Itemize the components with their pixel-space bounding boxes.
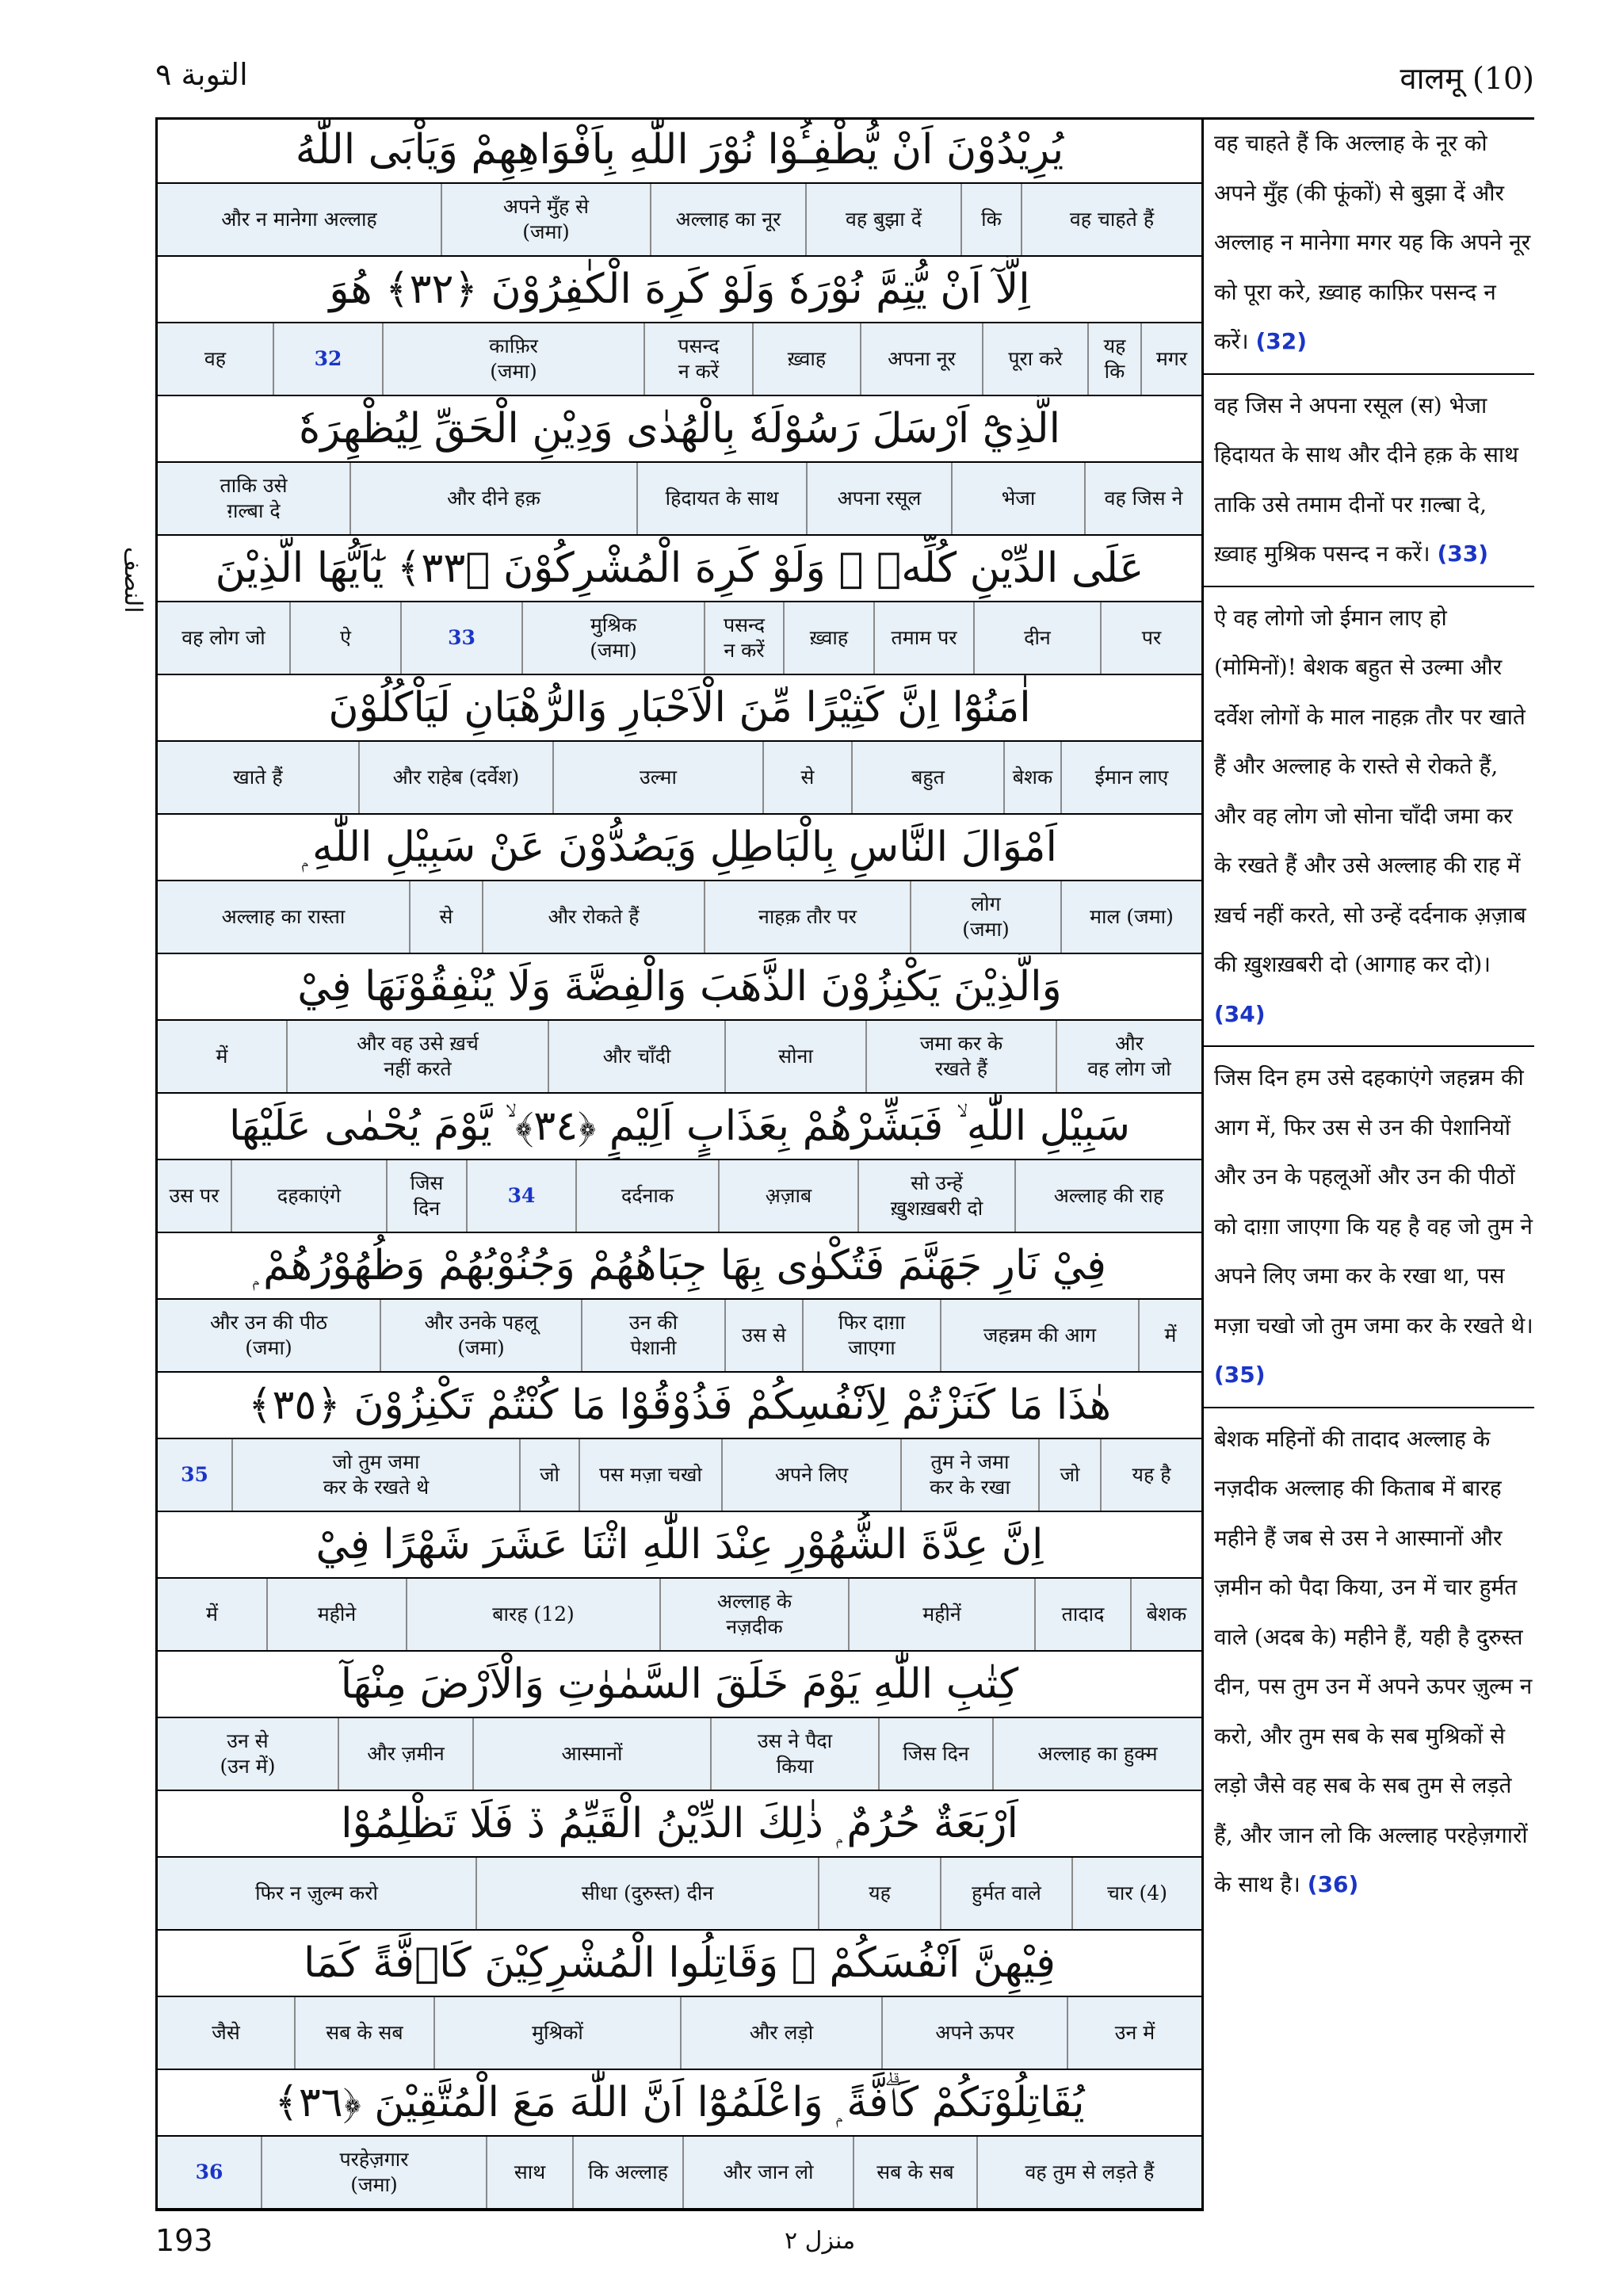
word-meaning-cell: उन में	[1067, 1997, 1201, 2069]
translation-paragraph	[1214, 119, 1534, 373]
word-meaning-cell: उस ने पैदा किया	[710, 1718, 878, 1790]
word-meaning-cell: और न मानेगा अल्लाह	[221, 207, 377, 231]
column-divider	[1201, 117, 1204, 2211]
word-meaning-row	[158, 184, 1201, 257]
word-meaning-cell: महीने	[266, 1579, 406, 1650]
word-meaning-cell: अपने लिए	[721, 1439, 900, 1511]
word-meaning-cell: उस से	[724, 1300, 802, 1371]
word-meaning-row	[158, 1160, 1201, 1233]
translation-paragraph	[1214, 381, 1534, 586]
word-meaning-cell: ख़्वाह	[783, 602, 873, 674]
translation-verse-number: (36)	[1307, 1871, 1359, 1897]
word-meaning-cell: ख़्वाह	[752, 323, 860, 395]
arabic-line: كِتٰبِ اللّٰهِ يَوْمَ خَلَقَ السَّمٰوٰتِ وَالْاَرْضَ مِنْهَآ	[158, 1652, 1201, 1718]
word-meaning-row	[158, 1579, 1201, 1652]
word-meaning-cell: दीन	[973, 602, 1100, 674]
word-meaning-cell: जमा कर के रखते हैं	[865, 1021, 1056, 1092]
word-meaning-cell: चार (4)	[1071, 1858, 1201, 1929]
verse-number-cell: 34	[466, 1160, 575, 1232]
arabic-line: اَرْبَعَةٌ حُرُمٌ ۭ ذٰلِكَ الدِّيْنُ الْقَيِّمُ ڏ فَلَا تَظْلِمُوْا	[158, 1791, 1201, 1858]
word-meaning-cell: जो	[1038, 1439, 1100, 1511]
word-meaning-row	[158, 742, 1201, 815]
word-meaning-cell: और राहेब (दर्वेश)	[358, 742, 552, 813]
word-meaning-cell: अल्लाह का रास्ता	[221, 904, 346, 928]
word-meaning-row	[158, 323, 1201, 396]
word-meaning-cell: सोना	[724, 1021, 865, 1092]
word-meaning-cell: यह है	[1100, 1439, 1201, 1511]
word-meaning-cell: यह कि	[1087, 323, 1140, 395]
word-meaning-cell: जहन्नम की आग	[940, 1300, 1138, 1371]
word-meaning-cell: साथ	[486, 2137, 572, 2208]
translation-text: वह चाहते हैं कि अल्लाह के नूर को अपने मुँह (की फूंकों) से बुझा दें और अल्लाह न मानेगा मगर यह कि अपने नूर को पूरा करे, ख़्वाह काफ़िर पसन्द न करें।	[1214, 130, 1531, 354]
translation-column	[1214, 119, 1534, 1916]
word-meaning-cell: वह	[204, 346, 227, 370]
word-meaning-row	[158, 1021, 1201, 1094]
arabic-line: وَالَّذِيْنَ يَكْنِزُوْنَ الذَّهَبَ وَالْفِضَّةَ وَلَا يُنْفِقُوْنَهَا فِيْ	[158, 954, 1201, 1021]
word-meaning-cell: मुश्रिक (जमा)	[521, 602, 704, 674]
word-meaning-row	[158, 1997, 1201, 2070]
arabic-line: الَّذِيْٓ اَرْسَلَ رَسُوْلَهٗ بِالْهُدٰى وَدِيْنِ الْحَقِّ لِيُظْهِرَهٗ	[158, 396, 1201, 463]
word-meaning-cell: माल (जमा)	[1060, 881, 1201, 953]
word-meaning-cell: और उन की पीठ (जमा)	[209, 1310, 328, 1359]
translation-verse-number: (35)	[1214, 1362, 1266, 1388]
word-meaning-cell: उन से (उन में)	[220, 1729, 276, 1778]
translation-paragraph	[1214, 1415, 1534, 1916]
word-meaning-cell: अपने मुँह से (जमा)	[441, 184, 650, 255]
word-meaning-cell: जो तुम जमा कर के रखते थे	[231, 1439, 519, 1511]
translation-verse-number: (33)	[1437, 541, 1489, 567]
word-meaning-cell: मगर	[1140, 323, 1201, 395]
word-meaning-cell: और जान लो	[682, 2137, 853, 2208]
word-meaning-cell: और ज़मीन	[338, 1718, 472, 1790]
word-meaning-cell: नाहक़ तौर पर	[704, 881, 910, 953]
para-header: वालमू (10)	[1400, 61, 1534, 96]
word-meaning-cell: सीधा (दुरुस्त) दीन	[475, 1858, 818, 1929]
word-meaning-cell: काफ़िर (जमा)	[382, 323, 643, 395]
word-meaning-cell: अल्लाह का हुक्म	[992, 1718, 1201, 1790]
word-meaning-cell: पसन्द न करें	[643, 323, 752, 395]
translation-separator	[1201, 373, 1534, 375]
translation-verse-number: (32)	[1255, 328, 1308, 354]
word-meaning-cell: बेशक	[1003, 742, 1060, 813]
word-meaning-cell: और वह लोग जो	[1056, 1021, 1201, 1092]
word-meaning-cell: जैसे	[212, 2020, 240, 2044]
word-meaning-cell: मुश्रिकों	[433, 1997, 680, 2069]
word-meaning-cell: तुम ने जमा कर के रखा	[900, 1439, 1038, 1511]
verse-number-cell: 32	[273, 323, 382, 395]
word-meaning-cell: वह तुम से लड़ते हैं	[976, 2137, 1201, 2208]
word-meaning-cell: अल्लाह की राह	[1014, 1160, 1201, 1232]
translation-separator	[1201, 1045, 1534, 1047]
arabic-line: يُقَاتِلُوْنَكُمْ كَاۗفَّةً ۭ وَاعْلَمُوْٓا اَنَّ اللّٰهَ مَعَ الْمُتَّقِيْنَ ﴿٣٦﴾	[158, 2070, 1201, 2137]
word-meaning-row	[158, 2137, 1201, 2210]
arabic-line: اِلَّآ اَنْ يُّتِمَّ نُوْرَهٗ وَلَوْ كَرِهَ الْكٰفِرُوْنَ ﴿٣٢﴾ هُوَ	[158, 257, 1201, 323]
manzil-label: منزل ٢	[785, 2227, 856, 2255]
word-meaning-cell: से	[409, 881, 482, 953]
arabic-line: اٰمَنُوْٓا اِنَّ كَثِيْرًا مِّنَ الْاَحْبَارِ وَالرُّهْبَانِ لَيَاْكُلُوْنَ	[158, 675, 1201, 742]
word-meaning-cell: कि अल्लाह	[572, 2137, 682, 2208]
word-meaning-cell: परहेज़गार (जमा)	[261, 2137, 486, 2208]
translation-separator	[1201, 1407, 1534, 1408]
word-meaning-cell: महीनें	[848, 1579, 1034, 1650]
word-meaning-cell: अपने ऊपर	[881, 1997, 1067, 2069]
word-meaning-cell: जिस दिन	[878, 1718, 992, 1790]
word-meaning-cell: उन की पेशानी	[581, 1300, 724, 1371]
word-meaning-cell: ऐ	[289, 602, 400, 674]
word-meaning-cell: हुर्मत वाले	[940, 1858, 1071, 1929]
word-meaning-cell: तमाम पर	[873, 602, 973, 674]
word-meaning-cell: में	[1138, 1300, 1201, 1371]
word-meaning-cell: अल्लाह का नूर	[650, 184, 805, 255]
word-meaning-cell: पर	[1100, 602, 1201, 674]
word-meaning-cell: और वह उसे ख़र्च नहीं करते	[286, 1021, 548, 1092]
word-meaning-row	[158, 1300, 1201, 1373]
word-meaning-cell: अल्लाह के नज़दीक	[659, 1579, 848, 1650]
word-meaning-cell: ताकि उसे ग़ल्बा दे	[220, 473, 288, 522]
word-meaning-cell: कि	[960, 184, 1021, 255]
word-meaning-cell: वह लोग जो	[181, 625, 265, 649]
verse-number-cell: 33	[400, 602, 521, 674]
word-meaning-cell: से	[762, 742, 851, 813]
word-meaning-cell: जो	[519, 1439, 579, 1511]
translation-paragraph	[1214, 594, 1534, 1046]
word-meaning-cell: हिदायत के साथ	[636, 463, 806, 534]
word-meaning-cell: सब के सब	[853, 2137, 976, 2208]
arabic-line: يُرِيْدُوْنَ اَنْ يُّطْفِـُٔوْا نُوْرَ اللّٰهِ بِاَفْوَاهِهِمْ وَيَاْبَى اللّٰهُ	[158, 117, 1201, 184]
word-meaning-cell: पसन्द न करें	[704, 602, 783, 674]
word-meaning-cell: खाते हैं	[233, 765, 283, 789]
surah-header: التوبة ٩	[155, 57, 248, 92]
arabic-line: عَلَى الدِّيْنِ كُلِّهٖ ۙ وَلَوْ كَرِهَ الْمُشْرِكُوْنَ ﴿٣٣﴾ يٰٓاَيُّهَا الَّذِيْنَ	[158, 536, 1201, 602]
arabic-line: اَمْوَالَ النَّاسِ بِالْبَاطِلِ وَيَصُدُّوْنَ عَنْ سَبِيْلِ اللّٰهِ ۭ	[158, 815, 1201, 881]
word-meaning-cell: वह जिस ने	[1084, 463, 1201, 534]
word-meaning-cell: पस मज़ा चखो	[579, 1439, 721, 1511]
word-meaning-cell: और लड़ो	[680, 1997, 881, 2069]
word-meaning-cell: लोग (जमा)	[910, 881, 1060, 953]
word-meaning-cell: में	[216, 1044, 228, 1068]
page-number: 193	[155, 2223, 213, 2258]
word-meaning-row	[158, 463, 1201, 536]
word-meaning-row	[158, 1858, 1201, 1931]
translation-verse-number: (34)	[1214, 1000, 1266, 1027]
word-meaning-cell: बारह (12)	[406, 1579, 659, 1650]
word-meaning-cell: भेजा	[951, 463, 1084, 534]
word-meaning-cell: दर्दनाक	[575, 1160, 718, 1232]
arabic-line: سَبِيْلِ اللّٰهِ ۙ فَبَشِّرْهُمْ بِعَذَابٍ اَلِيْمٍ ﴿٣٤﴾ ۙ يَّوْمَ يُحْمٰى عَلَيْهَا	[158, 1094, 1201, 1160]
word-meaning-cell: अपना नूर	[860, 323, 982, 395]
word-meaning-cell: अपना रसूल	[806, 463, 951, 534]
translation-separator	[1201, 586, 1534, 587]
word-meaning-row	[158, 881, 1201, 954]
verse-number-cell: 36	[195, 2160, 223, 2183]
word-meaning-cell: वह बुझा दें	[805, 184, 960, 255]
word-meaning-cell: ईमान लाए	[1060, 742, 1201, 813]
word-meaning-cell: सब के सब	[294, 1997, 433, 2069]
word-meaning-cell: उस पर	[169, 1183, 220, 1207]
word-meaning-cell: वह चाहते हैं	[1021, 184, 1201, 255]
translation-text: ऐ वह लोगो जो ईमान लाए हो (मोमिनों)! बेशक बहुत से उल्मा और दर्वेश लोगों के माल नाहक़ तौर पर खाते हैं और अल्लाह के रास्ते से रोकते हैं, और वह लोग जो सोना चाँदी जमा कर के रखते हैं और उसे अल्लाह की राह में ख़र्च नहीं करते, सो उन्हें दर्दनाक अ़ज़ाब की ख़ुशख़बरी दो (आगाह कर दो)।	[1214, 604, 1526, 977]
word-meaning-row	[158, 1439, 1201, 1512]
translation-paragraph	[1214, 1053, 1534, 1407]
word-meaning-cell: यह	[818, 1858, 940, 1929]
word-meaning-cell: फिर दाग़ा जाएगा	[802, 1300, 940, 1371]
translation-text: बेशक महिनों की तादाद अल्लाह के नज़दीक अल्लाह की किताब में बारह महीने हैं जब से उस ने आस्मानों और ज़मीन को पैदा किया, उन में चार हुर्मत वाले (अदब के) महीने हैं, यही है दुरुस्त दीन, पस तुम उन में अपने ऊपर ज़ुल्म न करो, और तुम सब के सब मुश्रिकों से लड़ो जैसे वह सब के सब तुम से लड़ते हैं, और जान लो कि अल्लाह परहेज़गारों के साथ है।	[1214, 1425, 1533, 1897]
translation-text: जिस दिन हम उसे दहकाएंगे जहन्नम की आग में, फिर उस से उन की पेशानियों और उन के पहलूओं और उन की पीठों को दाग़ा जाएगा कि यह है वह जो तुम ने अपने लिए जमा कर के रखा था, पस मज़ा चखो जो तुम जमा कर के रखते थे।	[1214, 1064, 1533, 1339]
word-meaning-cell: तादाद	[1034, 1579, 1130, 1650]
word-meaning-cell: सो उन्हें ख़ुशख़बरी दो	[857, 1160, 1014, 1232]
translation-text: वह जिस ने अपना रसूल (स) भेजा हिदायत के साथ और दीने हक़ के साथ ताकि उसे तमाम दीनों पर ग़ल्बा दे, ख़्वाह मुश्रिक पसन्द न करें।	[1214, 392, 1519, 567]
margin-mark: النصف	[119, 547, 147, 613]
word-meaning-cell: और चाँदी	[548, 1021, 724, 1092]
word-meaning-row	[158, 602, 1201, 675]
arabic-line: هٰذَا مَا كَنَزْتُمْ لِاَنْفُسِكُمْ فَذُوْقُوْا مَا كُنْتُمْ تَكْنِزُوْنَ ﴿٣٥﴾	[158, 1373, 1201, 1439]
word-meaning-cell: में	[206, 1602, 218, 1626]
word-meaning-cell: पूरा करे	[982, 323, 1087, 395]
word-meaning-cell: आस्मानों	[472, 1718, 710, 1790]
word-meaning-cell: अ़ज़ाब	[718, 1160, 857, 1232]
word-by-word-grid	[155, 117, 1201, 2211]
verse-number-cell: 35	[181, 1462, 208, 1486]
word-meaning-cell: दहकाएंगे	[231, 1160, 386, 1232]
word-meaning-cell: बेशक	[1130, 1579, 1201, 1650]
word-meaning-cell: फिर न ज़ुल्म करो	[255, 1881, 378, 1904]
word-meaning-cell: जिस दिन	[386, 1160, 466, 1232]
word-meaning-cell: और उनके पहलू (जमा)	[380, 1300, 581, 1371]
word-meaning-row	[158, 1718, 1201, 1791]
word-meaning-cell: और रोकते हैं	[482, 881, 704, 953]
word-meaning-cell: और दीने हक़	[349, 463, 636, 534]
word-meaning-cell: बहुत	[851, 742, 1003, 813]
word-meaning-cell: उल्मा	[552, 742, 762, 813]
arabic-line: فِيْ نَارِ جَهَنَّمَ فَتُكْوٰى بِهَا جِبَاهُهُمْ وَجُنُوْبُهُمْ وَظُهُوْرُهُمْ ۭ	[158, 1233, 1201, 1300]
arabic-line: اِنَّ عِدَّةَ الشُّهُوْرِ عِنْدَ اللّٰهِ اثْنَا عَشَرَ شَهْرًا فِيْ	[158, 1512, 1201, 1579]
arabic-line: فِيْهِنَّ اَنْفُسَكُمْ ۣ وَقَاتِلُوا الْمُشْرِكِيْنَ كَاۗفَّةً كَمَا	[158, 1931, 1201, 1997]
